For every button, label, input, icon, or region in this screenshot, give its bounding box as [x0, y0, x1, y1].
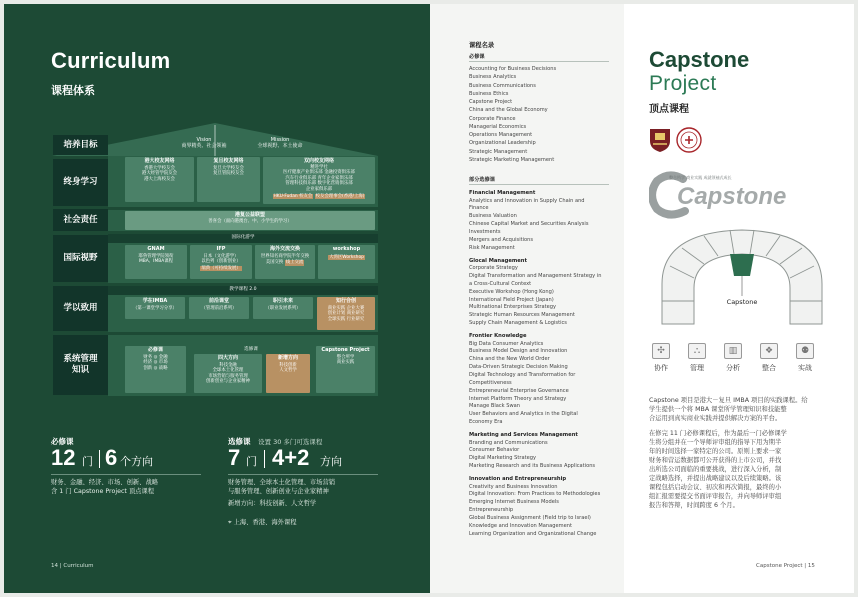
required-course-item: Managerial Economics [469, 123, 527, 130]
hku-alumni-cell: 港大校友网络 香港大学校友会 港大经管学院友会 港大上海校友会 [125, 157, 194, 202]
course-group-title: Marketing and Services Management [469, 431, 578, 438]
capstone-title: Capstone [649, 47, 750, 72]
fudan-alumni-cell: 复旦校友网络 复旦大学校友会 复旦管院校友会 [197, 157, 260, 202]
core-course-cell: 必修课 财务 ◎ 金融 经济 ◎ 市场 创新 ◎ 战略 [125, 346, 186, 393]
logo-wordmark: Capstone [677, 183, 787, 210]
page-subtitle: 课程体系 [51, 84, 95, 97]
exchange-cell: 海外交流交换 世界知名商学院半年交换 美国交换 线上交流 [255, 245, 315, 279]
rule [469, 61, 609, 62]
elective-desc: 财务管理、全球本土化管理、市场营销 与服务管理、创新创业与企业家精神 新增方向：科技创新、人文哲学 [228, 479, 336, 508]
required-course-item: Operations Management [469, 132, 533, 138]
career-cell: 职引未来 （职业发展系列） [253, 297, 313, 319]
elective-course-item: Mergers and Acquisitions [469, 236, 534, 243]
capstone-cn-title: 顶点课程 [649, 104, 689, 115]
elective-course-item: Competitiveness [469, 379, 512, 386]
elective-course-item: China and the New World Order [469, 356, 550, 363]
required-course-item: Accounting for Business Decisions [469, 66, 557, 72]
capstone-page [624, 4, 854, 593]
arch-diagram [652, 226, 832, 326]
course-group-title: Innovation and Entrepreneurship [469, 475, 567, 482]
required-course-item: Organizational Leadership [469, 140, 536, 147]
required-course-item: Strategic Management [469, 148, 528, 155]
page-footer-left: 14 | Curriculum [51, 563, 94, 569]
elective-course-item: Risk Management [469, 244, 515, 251]
elective-list-head: 部分选修课 [469, 177, 495, 183]
skill-label: 管理 [690, 364, 704, 372]
elective-note: 设置 30 多门可选课程 [258, 438, 323, 446]
elective-course-item: Global Business Assignment (Field trip to Israel) [469, 514, 591, 521]
bar-chart-icon: ▥ [724, 343, 742, 359]
teaching-bar: 教学课程 2.0 [108, 286, 378, 295]
skill-label: 协作 [654, 364, 668, 372]
elective-course-item: Manage Black Swan [469, 403, 521, 410]
elective-course-item: Digital Transformation and Management Strategy in [469, 273, 602, 279]
elective-course-item: Executive Workshop (Hong Kong) [469, 288, 554, 295]
elective-course-item: Creativity and Business Innovation [469, 483, 558, 490]
course-group-title: Glocal Management [469, 257, 527, 264]
elective-course-item: Digital Marketing Strategy [469, 455, 536, 462]
elective-course-item: Analytics and Innovation in Supply Chain and [469, 197, 585, 204]
elective-course-item: a Cross-Cultural Context [469, 280, 532, 287]
elective-directions-unit: 方向 [320, 455, 342, 468]
required-directions: 6 [105, 445, 118, 470]
learn-imba-cell: 学在IMBA （第一课堂学习分享） [125, 297, 185, 319]
required-count: 12 [51, 445, 76, 470]
elective-course-item: Multinational Enterprises Strategy [469, 304, 557, 311]
skill-label: 整合 [762, 364, 776, 372]
elective-course-item: User Behaviors and Analytics in the Digital [469, 411, 578, 418]
divider [99, 450, 100, 468]
row-label-goal: 培养目标 [53, 135, 108, 155]
page-footer-right: Capstone Project | 15 [756, 563, 815, 569]
elective-course-item: Consumer Behavior [469, 447, 520, 454]
elective-course-item: Emerging Internet Business Models [469, 499, 559, 506]
elective-course-item: Economy Era [469, 419, 503, 426]
elective-course-item: Finance [469, 205, 489, 212]
elective-course-item: Investments [469, 229, 501, 235]
required-desc: 财务、金融、经济、市场、创新、战略 含 1 门 Capstone Project 顶点课程 [51, 479, 159, 495]
logo-tagline: 整合所学 商业实践 成就领袖式成长 [669, 175, 732, 180]
capstone-detail: 在修完 11 门必修课程后，作为最后一门必修课学 生将分组并在一个导师评审组的指导下用为期半 年的时间选择一家特定的公司。原则上要求一家 财务和营运数据都可公开获得的上市公司，并找 出所选公司面临的重要挑战，进行深入分析，制 定战略选择，并提出战略建议以及后续策略。该 课程包括启动会议、初次和再次简报，最终的小 组汇报需要提交书面评审报告，并向导师评审组 报告和答辩，时间跨度 6 个月。 [649, 430, 787, 509]
gnam-cell: GNAM 耶鲁管理学院领衔 MBA、IMBA课程 [125, 245, 187, 279]
required-course-item: Corporate Finance [469, 115, 516, 122]
workshop-cell: workshop 大湾区Workshop [318, 245, 375, 279]
location-pin-icon: ⌖ [228, 519, 232, 526]
row-label-system: 系统管理 知识 [53, 335, 108, 395]
elective-course-item: Internet Platform Theory and Strategy [469, 395, 567, 402]
elective-course-item: Learning Organization and Organizational Change [469, 530, 597, 537]
elective-course-item: Corporate Strategy [469, 265, 518, 272]
intl-study-bar: 国际化游学 [108, 234, 378, 243]
row-label-social: 社会责任 [53, 209, 108, 231]
arch-label: Capstone [726, 298, 758, 306]
four-direction-cell: 四大方向 科技金融 全球本土化管理 市场营销与服务管理 创新创业与企业家精神 [194, 354, 262, 393]
required-course-item: Business Ethics [469, 90, 509, 97]
ifp-cell: IFP 日本（文化游学） 以色列（创新创业） 瑞典（可持续发展） [190, 245, 252, 279]
elective-course-item: Entrepreneurship [469, 507, 514, 514]
required-course-item: Business Analytics [469, 74, 517, 81]
practice-cell: 知行合创 商业实践 企业大赛 创业计划 商业研究 全球实践 行业研究 [317, 297, 375, 330]
required-title: 必修课 [51, 437, 74, 446]
rule [51, 474, 201, 475]
elective-head: 选修课 [244, 347, 258, 352]
elective-title: 选修课 [228, 437, 251, 446]
hku-crest-icon [648, 127, 672, 153]
required-course-item: Capstone Project [469, 99, 513, 105]
capstone-logo [649, 169, 789, 219]
elective-course-item: Data-Driven Strategic Decision Making [469, 364, 568, 371]
course-group-title: Financial Management [469, 190, 536, 196]
course-list-page [430, 4, 624, 593]
row-label-international: 国际视野 [53, 235, 108, 282]
divider [264, 450, 265, 468]
required-count-unit: 门 [82, 455, 93, 468]
required-course-item: Business Communications [469, 82, 536, 89]
joint-alumni-cell: 双向校友网络 精进学社 医疗健康产业俱乐部 金融投资俱乐部 汽车行业俱乐部 青年企业家俱乐部 管理科技俱乐部 数字化营销俱乐部 企业家俱乐部 HKU-Fudan 校友会 校友会理事会(香港/上海) [263, 157, 375, 204]
skill-label: 实战 [798, 364, 812, 372]
elective-course-item: Chinese Capital Market and Securities Analysis [469, 221, 589, 228]
capstone-intro: Capstone 项目是港大－复旦 IMBA 项目的实践课程。给 学生提供一个将 MBA 课堂所学管理知识和技能整 合运用到真实商业实践并提供解决方案的平台。 [649, 397, 808, 422]
elective-course-item: Knowledge and Innovation Management [469, 522, 572, 529]
course-list-title: 课程名录 [469, 42, 495, 49]
skill-label: 分析 [726, 364, 740, 372]
rule [228, 474, 378, 475]
project-title: Project [649, 72, 717, 95]
required-list-head: 必修课 [469, 54, 485, 60]
elective-course-item: Branding and Communications [469, 439, 548, 446]
new-direction-cell: 新增方向 科技创新 人文哲学 [266, 354, 310, 393]
row-label-lifelong: 终身学习 [53, 159, 108, 206]
elective-course-item: Big Data Consumer Analytics [469, 340, 544, 347]
elective-course-item: Entrepreneurial Enterprise Governance [469, 387, 569, 394]
capstone-cell: Capstone Project 整合所学 商业实践 [316, 346, 375, 393]
row-label-application: 学以致用 [53, 286, 108, 331]
rule [469, 184, 609, 185]
elective-course-item: Marketing Research and its Business Applications [469, 463, 596, 470]
elective-course-item: Strategic Human Resources Management [469, 312, 575, 319]
elective-count-unit: 门 [246, 455, 257, 468]
required-course-item: China and the Global Economy [469, 107, 548, 114]
elective-count: 7 [228, 445, 241, 470]
mission-label: Mission 全球视野、本土使命 [257, 137, 303, 149]
frontier-class-cell: 前沿课堂 （管理前沿系列） [189, 297, 249, 319]
people-icon: ⚉ [796, 343, 814, 359]
location-line: ⌖ 上海、香港、海外课程 [228, 519, 297, 526]
elective-course-item: International Field Project (Japan) [469, 296, 554, 303]
elective-directions: 4+2 [272, 445, 310, 470]
curriculum-page [4, 4, 430, 593]
vision-label: Vision 商界精英、社会领袖 [181, 137, 227, 149]
elective-course-item: Digital Innovation: From Practices to Methodologies [469, 491, 601, 498]
required-directions-unit: 个方向 [120, 455, 153, 468]
elective-course-item: Supply Chain Management & Logistics [469, 320, 567, 327]
required-course-item: Strategic Marketing Management [469, 156, 555, 163]
page-title: Curriculum [51, 48, 171, 73]
handshake-icon: ✣ [652, 343, 670, 359]
network-icon: ⛬ [688, 343, 706, 359]
elective-course-item: Business Valuation [469, 213, 517, 220]
fudan-seal-icon [676, 127, 702, 153]
course-group-title: Frontier Knowledge [469, 332, 527, 339]
charity-cell: 港复公益联盟 善喜会（面向港澳台、中、小学生的学习） [125, 211, 375, 230]
elective-course-item: Business Model Design and Innovation [469, 348, 568, 355]
elective-course-item: Digital Technology and Transformation for [469, 371, 576, 378]
integrate-icon: ❖ [760, 343, 778, 359]
